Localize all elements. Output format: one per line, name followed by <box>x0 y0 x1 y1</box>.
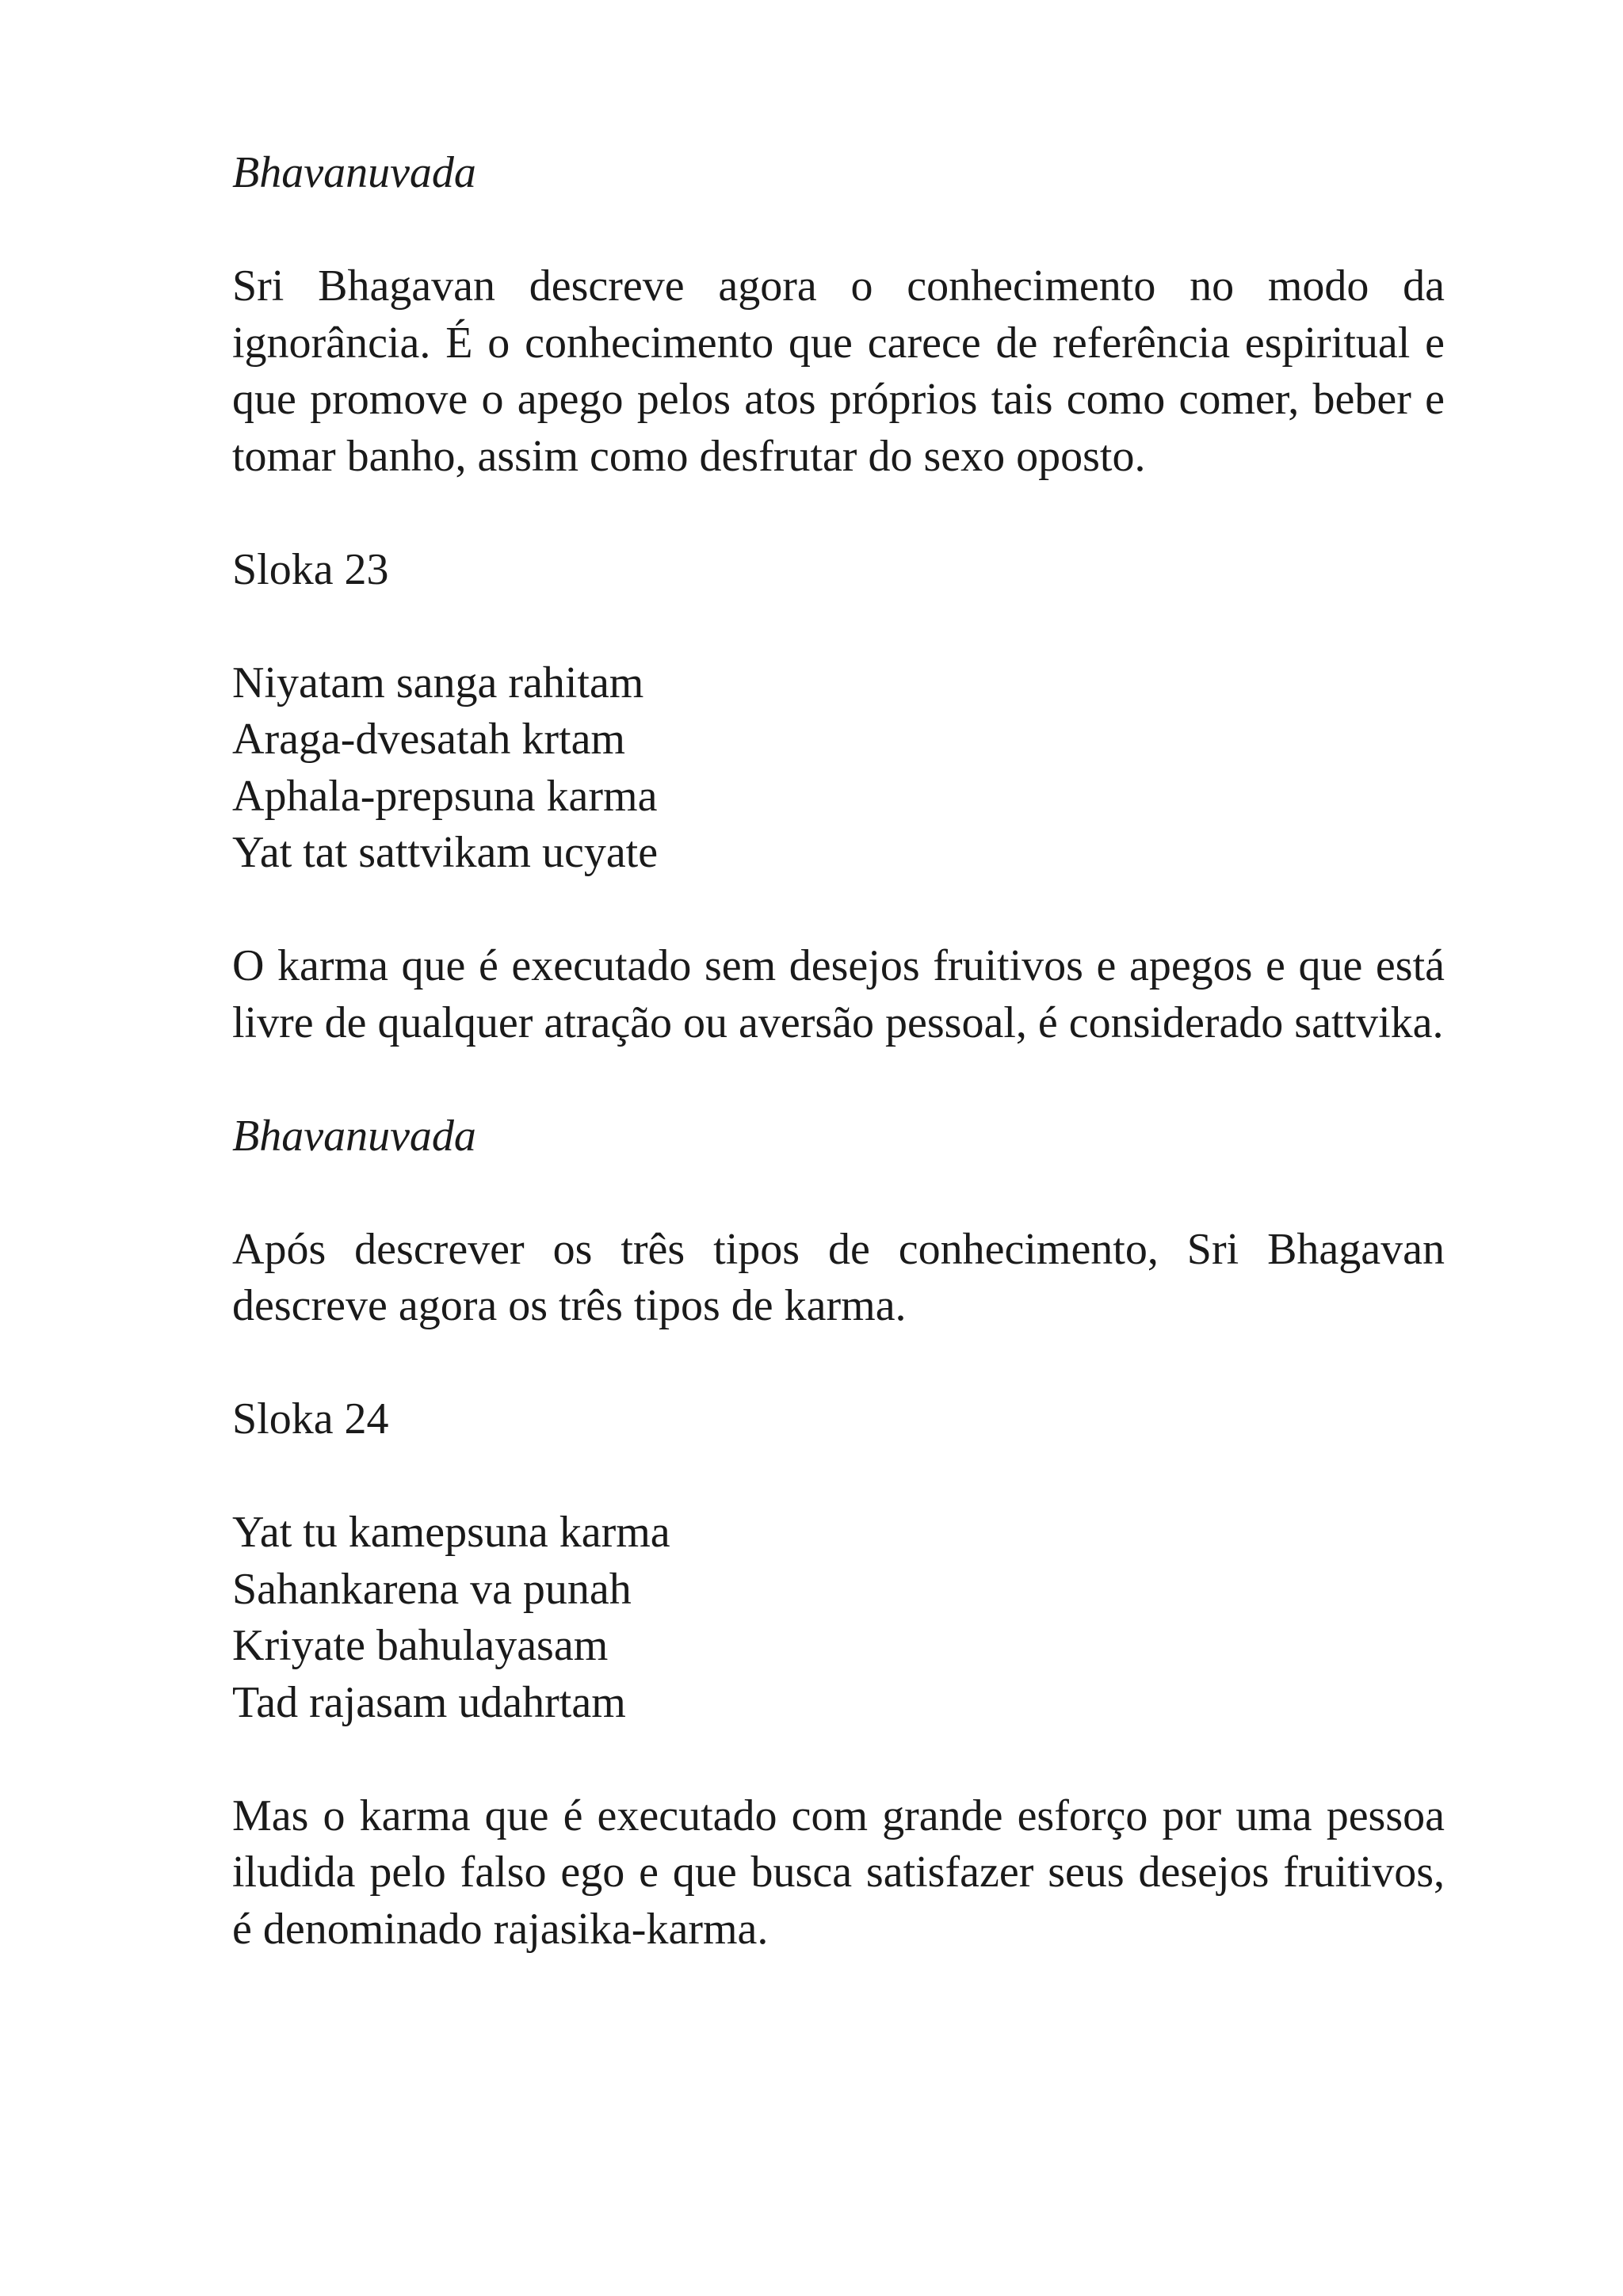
translation-paragraph: Mas o karma que é executado com grande esforço por uma pessoa iludida pelo falso ego e que busca satisfazer seus desejos fruitivos, é denominado rajasika-karma. <box>232 1791 1445 1954</box>
sloka-verse <box>232 655 1445 882</box>
verse-line: Yat tat sattvikam ucyate <box>232 828 659 877</box>
verse-line: Niyatam sanga rahitam <box>232 658 644 707</box>
section-heading: Bhavanuvada <box>232 1111 476 1161</box>
sloka-title: Sloka 24 <box>232 1394 389 1444</box>
verse-line: Tad rajasam udahrtam <box>232 1677 626 1727</box>
verse-line: Araga-dvesatah krtam <box>232 715 625 764</box>
sloka-title: Sloka 23 <box>232 544 389 594</box>
page-content <box>232 145 1445 1958</box>
sloka-verse <box>232 1505 1445 1731</box>
verse-line: Yat tu kamepsuna karma <box>232 1508 670 1557</box>
commentary-paragraph: Sri Bhagavan descreve agora o conhecimento no modo da ignorância. É o conhecimento que carece de referência espiritual e que promove o apego pelos atos próprios tais como comer, beber e tomar banho, assim como desfrutar do sexo oposto. <box>232 261 1445 481</box>
section-heading: Bhavanuvada <box>232 148 476 197</box>
commentary-paragraph: Após descrever os três tipos de conhecimento, Sri Bhagavan descreve agora os três tipos de karma. <box>232 1224 1445 1330</box>
translation-paragraph: O karma que é executado sem desejos fruitivos e apegos e que está livre de qualquer atração ou aversão pessoal, é considerado sattvika. <box>232 941 1445 1047</box>
verse-line: Kriyate bahulayasam <box>232 1621 609 1670</box>
verse-line: Sahankarena va punah <box>232 1564 632 1614</box>
verse-line: Aphala-prepsuna karma <box>232 771 658 821</box>
